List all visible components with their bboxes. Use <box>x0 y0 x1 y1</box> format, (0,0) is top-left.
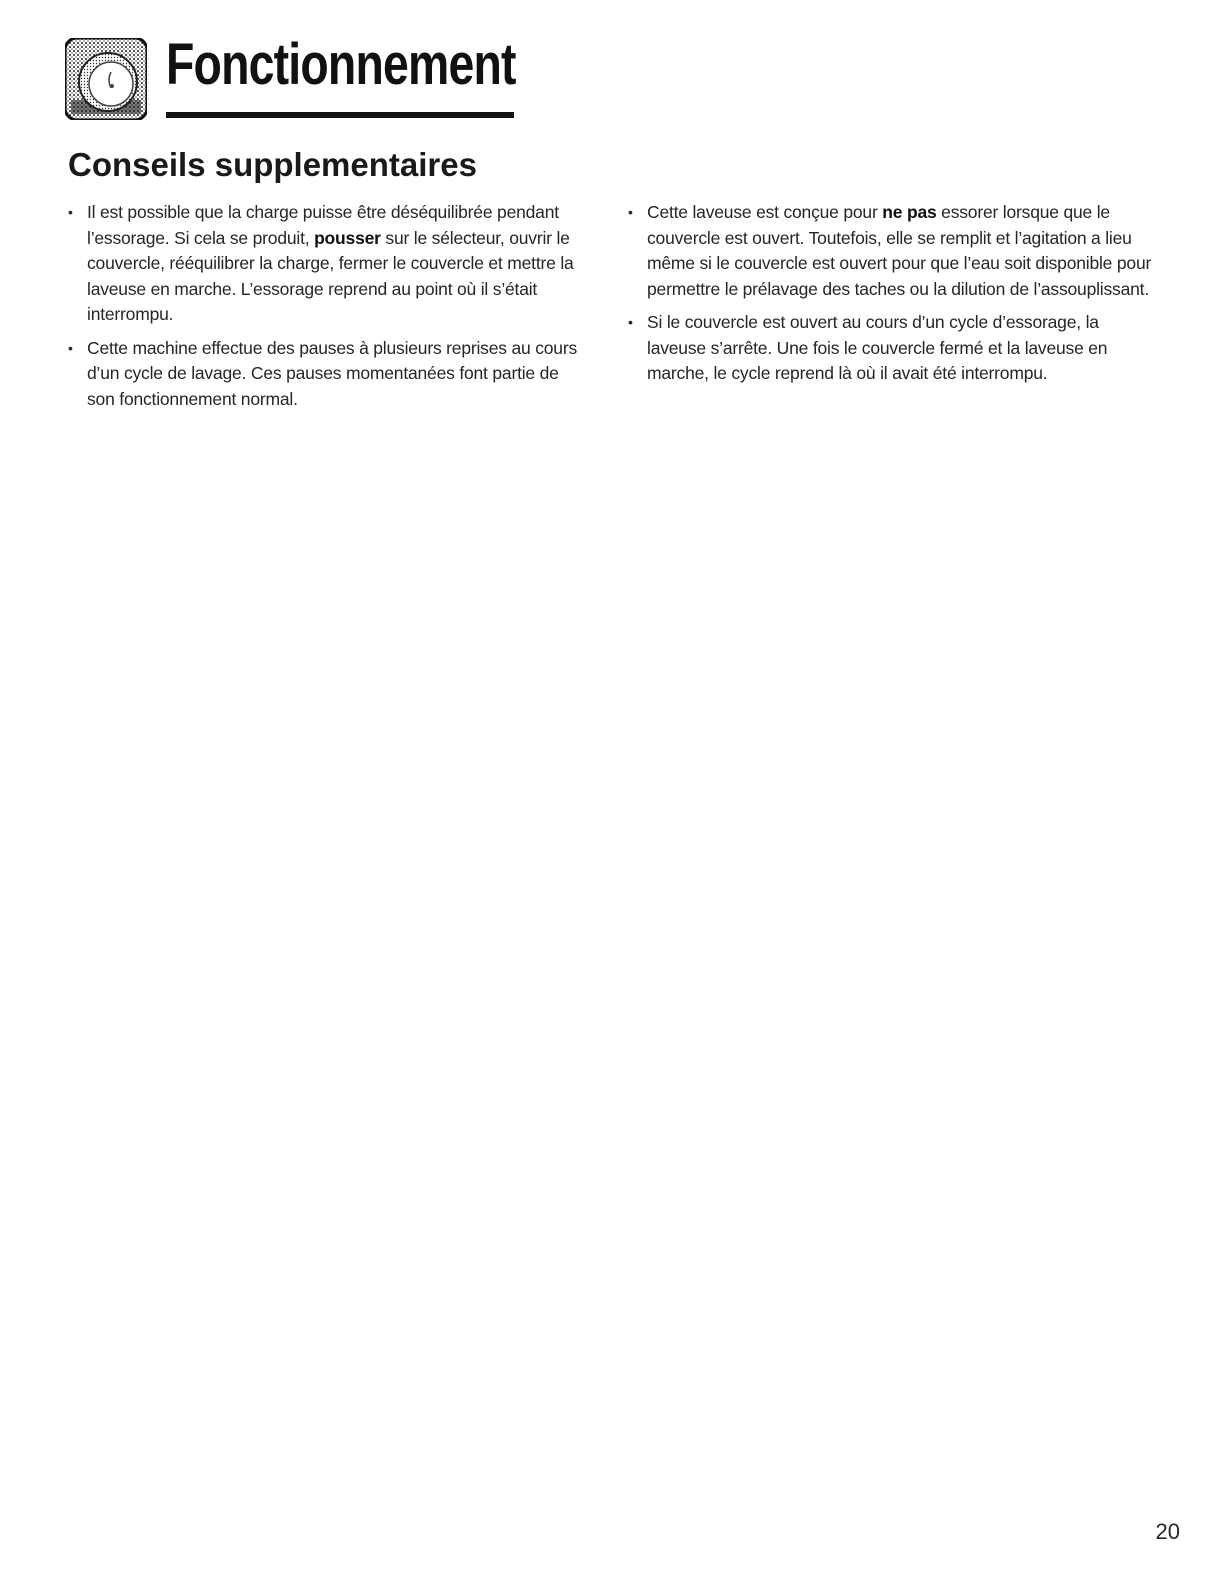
right-column <box>628 200 1153 395</box>
emphasis: ne pas <box>882 202 937 222</box>
list-item <box>628 310 1153 387</box>
emphasis: pousser <box>314 227 381 248</box>
left-column <box>68 200 588 420</box>
text-segment: Cette machine effectue des pauses à plusieurs reprises au cours d’un cycle de lavage. Ces pauses momentanées font partie de son fonctionnement normal. <box>87 337 577 409</box>
subheading: Conseils supplementaires <box>68 146 477 183</box>
washer-dial-icon <box>65 38 147 120</box>
text-segment: Il est possible que la charge puisse être déséquilibrée pendant l’essorage. Si cela se produit, <box>87 202 559 248</box>
title-underline <box>166 112 514 118</box>
text-segment: essorer lorsque que le couvercle est ouvert. Toutefois, elle se remplit et l’agitation a lieu même si le couvercle est ouvert pour que l’eau soit disponible pour permettre le prélavage des taches ou la dilution de l’assouplissant. <box>647 202 1152 299</box>
list-item <box>68 200 588 328</box>
bullet: • <box>628 314 633 330</box>
text-segment: Cette laveuse est conçue pour <box>647 202 883 222</box>
text-segment: Si le couvercle est ouvert au cours d’un cycle d’essorage, la laveuse s’arrête. Une fois le couvercle fermé et la laveuse en marche, le cycle reprend là où il avait été interrompu. <box>647 312 1108 383</box>
text-segment: sur le sélecteur, ouvrir le couvercle, rééquilibrer la charge, fermer le couvercle et mettre la laveuse en marche. L’essorage reprend au point où il s’était interrompu. <box>87 227 574 324</box>
list-item <box>628 200 1153 302</box>
list-item <box>68 336 588 413</box>
section-title: Fonctionnement <box>166 32 516 97</box>
bullet: • <box>68 204 73 220</box>
bullet: • <box>68 339 73 356</box>
bullet: • <box>628 204 633 220</box>
page-number: 20 <box>1155 1519 1180 1544</box>
